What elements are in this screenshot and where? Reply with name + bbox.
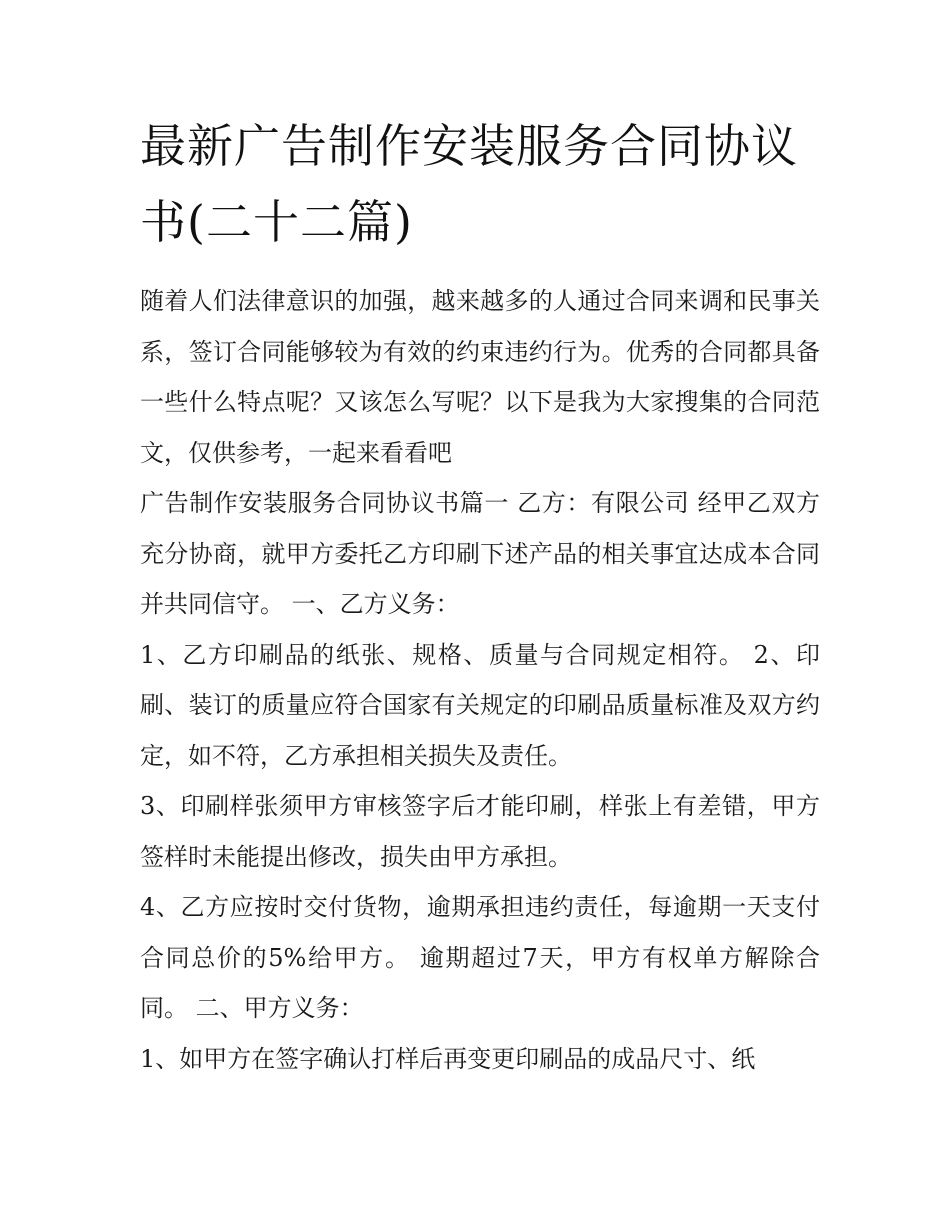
document-title: 最新广告制作安装服务合同协议书(二十二篇) — [140, 119, 798, 249]
contract-paragraph-1: 广告制作安装服务合同协议书篇一 乙方：有限公司 经甲乙双方充分协商，就甲方委托乙方印刷下述产品的相关事宜达成本合同并共同信守。 一、乙方义务： — [140, 489, 820, 618]
contract-paragraph-5: 1、如甲方在签字确认打样后再变更印刷品的成品尺寸、纸 — [140, 1044, 756, 1073]
document-page — [140, 0, 820, 1084]
contract-paragraph-3: 3、印刷样张须甲方审核签字后才能印刷，样张上有差错，甲方签样时未能提出修改，损失由甲方承担。 — [140, 792, 820, 871]
intro-paragraph: 随着人们法律意识的加强，越来越多的人通过合同来调和民事关系，签订合同能够较为有效的约束违约行为。优秀的合同都具备一些什么特点呢？又该怎么写呢？以下是我为大家搜集的合同范文，仅供参考，一起来看看吧 — [140, 287, 820, 467]
contract-paragraph-4: 4、乙方应按时交付货物，逾期承担违约责任，每逾期一天支付合同总价的5%给甲方。 逾期超过7天，甲方有权单方解除合同。 二、甲方义务： — [140, 893, 820, 1022]
contract-paragraph-2: 1、乙方印刷品的纸张、规格、质量与合同规定相符。 2、印刷、装订的质量应符合国家有关规定的印刷品质量标准及双方约定，如不符，乙方承担相关损失及责任。 — [140, 640, 820, 770]
